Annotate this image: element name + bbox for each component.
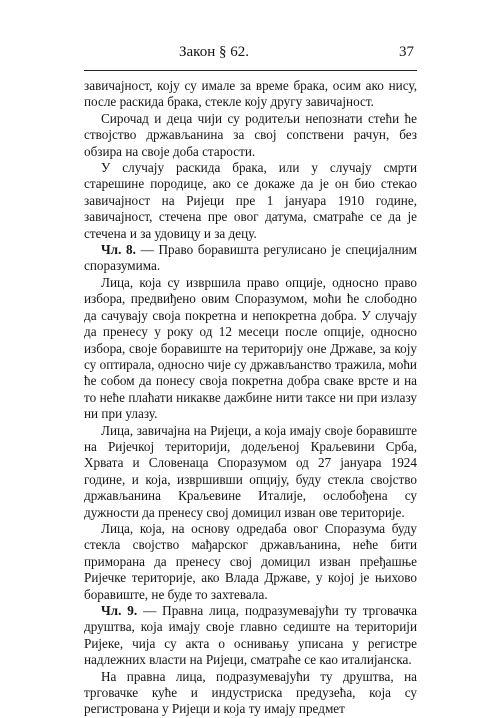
article-text: — Право боравишта регулисано је специјалним споразумима. — [84, 242, 418, 274]
paragraph: Лица, која, на основу одредаба овог Споразума буду стекла својство мађарског држављанина, неће бити приморана да пренесу свој домицил изван пређашње Ријечке територије, ако Влада Државе, у којој је њихово боравиште, не буде то захтевала. — [84, 520, 417, 602]
header-title: Закон § 62. — [179, 44, 249, 60]
paragraph: Лица, завичајна на Ријеци, а која имају своје боравиште на Ријечкој територији, додељеној Краљевини Срба, Хрвата и Словенаца Споразумом од 27 јануара 1924 године, и која, извршивши опцију, буду стекла својство држављанина Краљевине Италије, ослобођена су дужности да пренесу свој домицил изван ове територије. — [84, 422, 417, 520]
body-text — [84, 78, 417, 718]
paragraph: На правна лица, подразумевајући ту друштва, на трговачке куће и индустриска предузећа, која су регистрована у Ријеци и која ту имају предмет — [84, 668, 417, 717]
header-rule — [84, 70, 417, 71]
paragraph: Сирочад и деца чији су родитељи непознати стећи ће ствојство држављанина за свој сопствени рачун, без обзира на своје доба старости. — [84, 110, 417, 159]
paragraph: Лица, која су извршила право опције, односно право избора, предвиђено овим Споразумом, моћи ће слободно да сачувају своја покретна и непокретна добра. У случају да пренесу у року од 12 месеци после опције, односно избора, своје боравиште на територију оне Државе, за коју су оптирала, односно чије су држављанство тражила, моћи ће собом да понесу своја покретна добра сваке врсте и на то неће плаћати никакве дажбине нити таксе ни при излазу ни при улазу. — [84, 274, 417, 422]
page-number: 37 — [399, 44, 414, 60]
paragraph-continuation: завичајност, коју су имале за време брака, осим ако нису, после раскида брака, стекле коју другу завичајност. — [84, 78, 417, 110]
running-header — [84, 38, 414, 64]
article-label: Чл. 9. — [101, 603, 138, 618]
article-text: — Правна лица, подразумевајући ту трговачка друштва, која имају своје главно седиште на територији Ријеке, чија су акта о оснивању уписана у регистре надлежних власти на Ријеци, сматраће се као италијанска. — [84, 603, 417, 668]
paragraph: У случају раскида брака, или у случају смрти старешине породице, ако се докаже да је он био стекао завичајност на Ријеци пре 1 јануара 1910 године, завичајност, стечена пре овог датума, сматраће се да је стечена и за удовицу и за децу. — [84, 160, 417, 241]
article-label: Чл. 8. — [101, 242, 136, 258]
article-9-paragraph — [84, 603, 417, 669]
article-8-paragraph — [84, 242, 417, 275]
